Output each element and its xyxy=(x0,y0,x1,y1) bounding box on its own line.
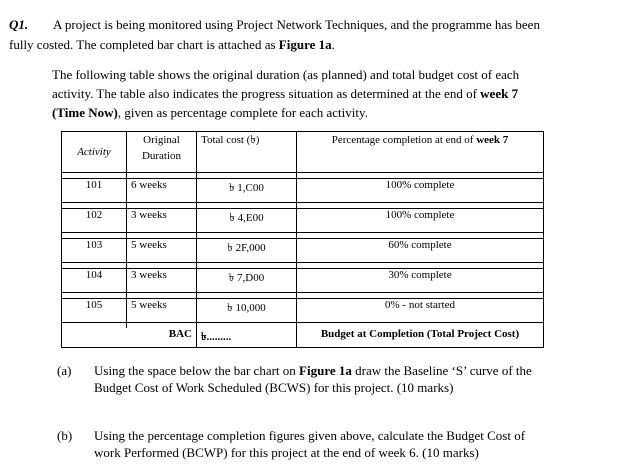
part-b-label: (b) xyxy=(57,428,73,443)
header-duration xyxy=(127,132,197,173)
part-a-figure-ref: Figure 1a xyxy=(299,363,352,378)
intro-text: fully costed. The completed bar chart is attached as xyxy=(9,37,279,52)
cell-cost: ৳ 7,D00 xyxy=(197,269,297,293)
table-row xyxy=(62,299,544,323)
cell-activity: 102 xyxy=(62,209,127,233)
bac-label: BAC xyxy=(127,328,197,348)
question-intro-line2 xyxy=(9,37,335,53)
cell-percentage: 100% complete xyxy=(297,209,544,233)
question-number: Q1. xyxy=(9,17,29,32)
cell-cost: ৳ 1,C00 xyxy=(197,179,297,203)
table-row xyxy=(62,239,544,263)
table-header-row xyxy=(62,132,544,173)
paragraph-line2 xyxy=(52,86,518,102)
bac-empty xyxy=(62,328,127,348)
part-a-label: (a) xyxy=(57,363,72,378)
progress-table xyxy=(61,131,544,348)
part-b-line1: Using the percentage completion figures given above, calculate the Budget Cost of xyxy=(94,428,526,443)
part-b-line2: work Performed (BCWP) for this project at the end of week 6. (10 marks) xyxy=(94,445,479,460)
cell-duration: 5 weeks xyxy=(127,299,197,323)
part-a-text: Using the space below the bar chart on xyxy=(94,363,300,378)
part-a-line2: Budget Cost of Work Scheduled (BCWS) for this project. (10 marks) xyxy=(94,380,454,395)
header-duration-line1: Original xyxy=(143,134,180,146)
cell-duration: 3 weeks xyxy=(127,269,197,293)
header-percentage-text: Percentage completion at end of xyxy=(331,134,477,146)
table-row xyxy=(62,179,544,203)
table-row xyxy=(62,269,544,293)
question-intro-line1: A project is being monitored using Project Network Techniques, and the programme has been xyxy=(53,17,540,32)
bac-row xyxy=(62,328,544,348)
figure-ref: Figure 1a xyxy=(278,37,332,52)
table-row xyxy=(62,209,544,233)
part-a-line1 xyxy=(94,363,532,379)
cell-percentage: 60% complete xyxy=(297,239,544,263)
cell-duration: 5 weeks xyxy=(127,239,197,263)
cell-activity: 103 xyxy=(62,239,127,263)
paragraph-line2-text: activity. The table also indicates the progress situation as determined at the end of xyxy=(52,86,481,101)
time-now: (Time Now) xyxy=(52,105,118,120)
week-ref: week 7 xyxy=(480,86,519,101)
header-duration-line2: Duration xyxy=(141,150,182,162)
cell-activity: 105 xyxy=(62,299,127,323)
cell-activity: 101 xyxy=(62,179,127,203)
header-activity: Activity xyxy=(62,132,127,173)
intro-end: . xyxy=(331,37,335,52)
header-cost: Total cost (৳) xyxy=(197,132,297,173)
cell-cost: ৳ 10,000 xyxy=(197,299,297,323)
paragraph-line3-text: , given as percentage complete for each activity. xyxy=(117,105,368,120)
part-a-text-end: draw the Baseline ‘S’ curve of the xyxy=(351,363,532,378)
paragraph-line1: The following table shows the original duration (as planned) and total budget cost of each xyxy=(52,67,520,82)
cell-percentage: 0% - not started xyxy=(297,299,544,323)
paragraph-line3 xyxy=(52,105,368,121)
cell-duration: 6 weeks xyxy=(127,179,197,203)
cell-duration: 3 weeks xyxy=(127,209,197,233)
cell-percentage: 30% complete xyxy=(297,269,544,293)
header-week: week 7 xyxy=(476,134,509,146)
cell-cost: ৳ 4,E00 xyxy=(197,209,297,233)
cell-cost: ৳ 2F,000 xyxy=(197,239,297,263)
bac-value: ৳......... xyxy=(197,328,297,348)
cell-percentage: 100% complete xyxy=(297,179,544,203)
cell-activity: 104 xyxy=(62,269,127,293)
bac-description: Budget at Completion (Total Project Cost) xyxy=(297,328,544,348)
header-percentage xyxy=(297,132,544,173)
